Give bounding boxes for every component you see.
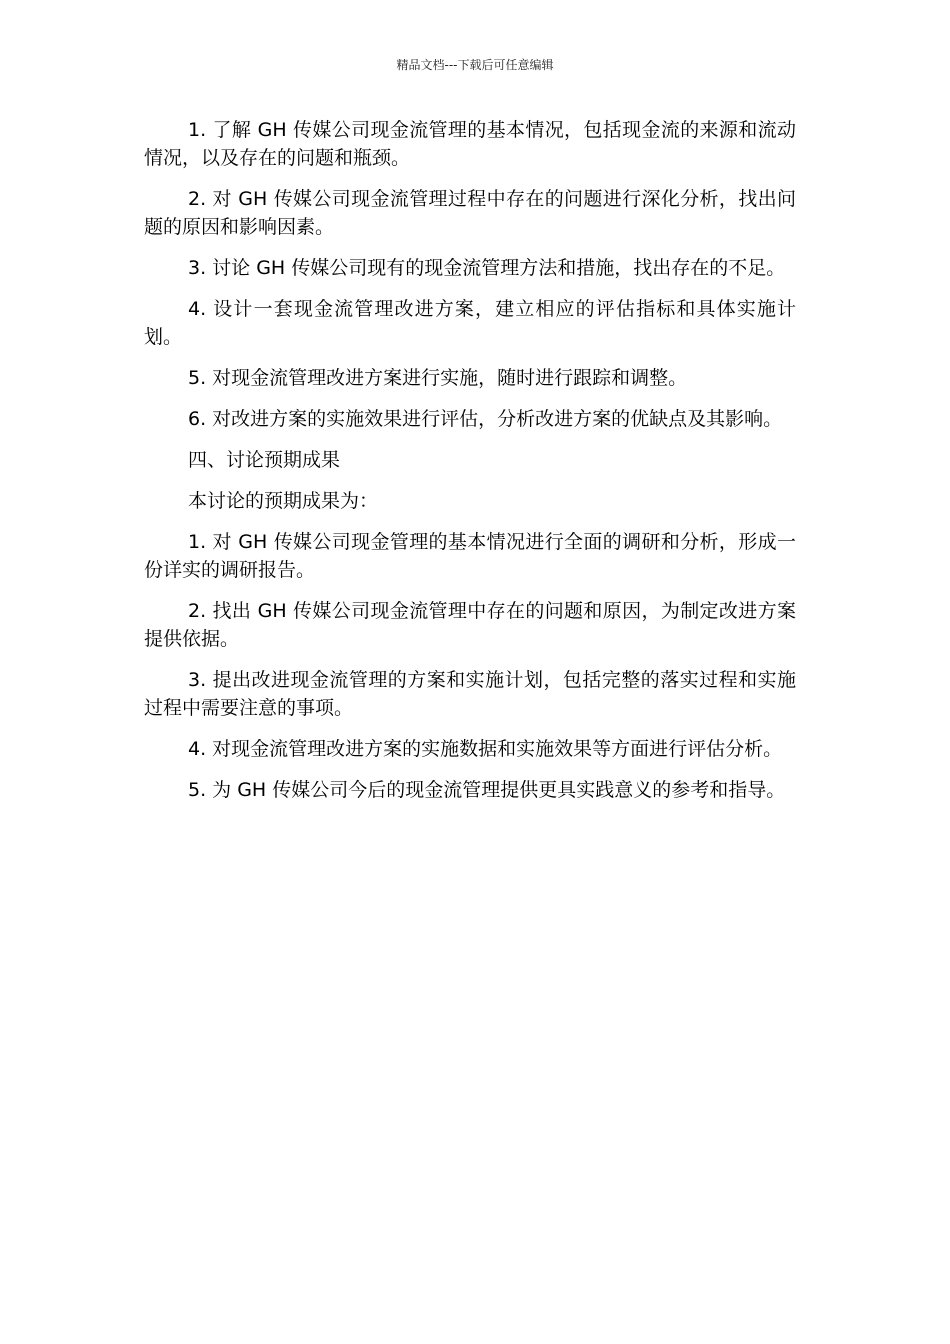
paragraph-result-2: 2. 找出 GH 传媒公司现金流管理中存在的问题和原因，为制定改进方案提供依据。 — [144, 600, 796, 650]
paragraph-research-step-5: 5. 对现金流管理改进方案进行实施，随时进行跟踪和调整。 — [188, 367, 688, 389]
paragraph-result-4: 4. 对现金流管理改进方案的实施数据和实施效果等方面进行评估分析。 — [188, 738, 783, 760]
paragraph-result-1: 1. 对 GH 传媒公司现金管理的基本情况进行全面的调研和分析，形成一份详实的调研报告。 — [144, 531, 796, 581]
paragraph-intro: 本讨论的预期成果为： — [188, 490, 379, 512]
paragraph-result-5: 5. 为 GH 传媒公司今后的现金流管理提供更具实践意义的参考和指导。 — [188, 779, 786, 801]
section-heading-expected-results: 四、讨论预期成果 — [188, 449, 341, 471]
paragraph-research-step-3: 3. 讨论 GH 传媒公司现有的现金流管理方法和措施，找出存在的不足。 — [188, 257, 786, 279]
document-body — [144, 116, 796, 817]
paragraph-research-step-2: 2. 对 GH 传媒公司现金流管理过程中存在的问题进行深化分析，找出问题的原因和影响因素。 — [144, 188, 796, 238]
paragraph-research-step-4: 4. 设计一套现金流管理改进方案，建立相应的评估指标和具体实施计划。 — [144, 298, 796, 348]
paragraph-result-3: 3. 提出改进现金流管理的方案和实施计划，包括完整的落实过程和实施过程中需要注意的事项。 — [144, 669, 796, 719]
paragraph-research-step-6: 6. 对改进方案的实施效果进行评估，分析改进方案的优缺点及其影响。 — [188, 408, 783, 430]
page-header: 精品文档---下载后可任意编辑 — [396, 58, 554, 72]
paragraph-research-step-1: 1. 了解 GH 传媒公司现金流管理的基本情况，包括现金流的来源和流动情况，以及存在的问题和瓶颈。 — [144, 119, 796, 169]
